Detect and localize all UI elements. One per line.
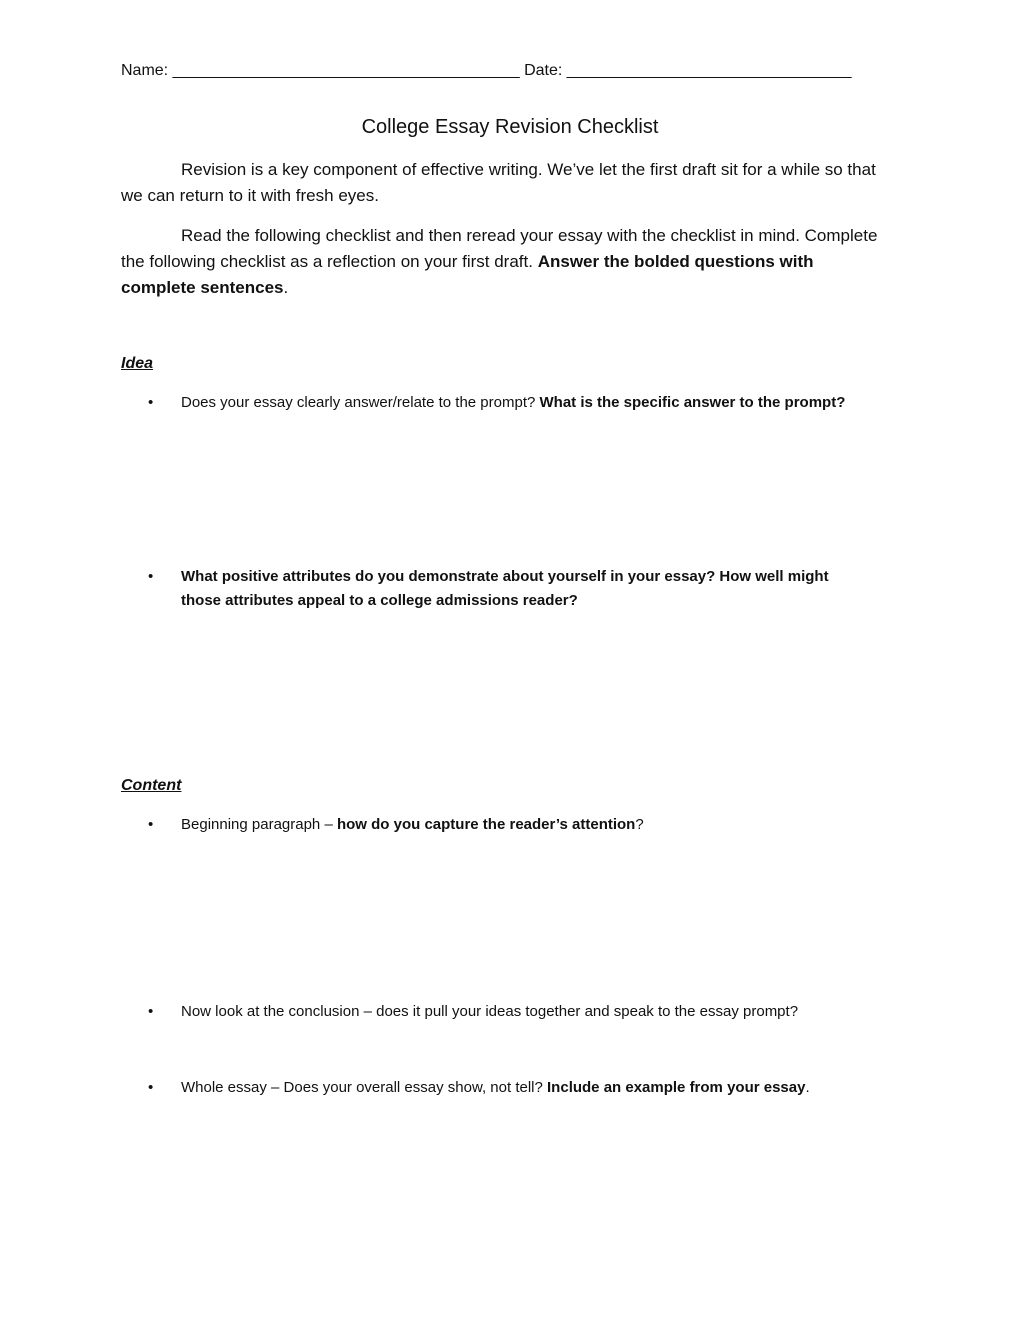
- intro-p2-end: .: [283, 278, 289, 297]
- section-heading-idea: Idea: [121, 355, 154, 372]
- checklist-item-text: [181, 813, 868, 837]
- item-bold: how do you capture the reader’s attention: [336, 816, 636, 833]
- item-end: ?: [635, 816, 644, 833]
- intro-paragraph-2: [121, 223, 891, 301]
- intro-p2-text: Read the following checklist and then reread your essay with the checklist in mind. Complete the following checklist as a reflection on your first draft.: [121, 226, 878, 271]
- checklist-item: [148, 391, 868, 415]
- item-bold: What positive attributes do you demonstrate about yourself in your essay? How well might those attributes appeal to a college admissions reader?: [181, 568, 829, 609]
- item-plain: Beginning paragraph –: [181, 816, 337, 833]
- header-line: [121, 62, 852, 80]
- date-blank: ________________________________: [566, 62, 852, 79]
- section-heading-content: Content: [121, 777, 182, 794]
- checklist-item: [148, 565, 868, 613]
- checklist-item-text: [181, 1076, 868, 1100]
- checklist-item: [148, 1076, 868, 1100]
- checklist-item-text: [181, 565, 868, 613]
- page-title: College Essay Revision Checklist: [361, 116, 659, 138]
- bullet-icon: •: [148, 816, 154, 833]
- bullet-icon: •: [148, 568, 154, 585]
- item-end: .: [805, 1079, 810, 1096]
- intro-p2-bold: Answer the bolded questions with complete sentences: [121, 252, 814, 297]
- bullet-icon: •: [148, 394, 154, 411]
- name-label: Name:: [121, 62, 169, 79]
- item-plain: Does your essay clearly answer/relate to the prompt?: [181, 394, 540, 411]
- bullet-icon: •: [148, 1003, 154, 1020]
- checklist-item-text: [181, 1000, 868, 1024]
- item-bold: What is the specific answer to the prompt?: [539, 394, 846, 411]
- checklist-item: [148, 813, 868, 837]
- intro-p1-text: Revision is a key component of effective writing. We’ve let the first draft sit for a while so that we can return to it with fresh eyes.: [121, 160, 876, 205]
- checklist-item: [148, 1000, 868, 1024]
- item-bold: Include an example from your essay: [547, 1079, 806, 1096]
- checklist-item-text: [181, 391, 868, 415]
- intro-paragraph-1: [121, 157, 891, 209]
- name-blank: _______________________________________: [172, 62, 520, 79]
- bullet-icon: •: [148, 1079, 154, 1096]
- item-plain: Now look at the conclusion – does it pull your ideas together and speak to the essay prompt?: [181, 1003, 799, 1020]
- item-plain: Whole essay – Does your overall essay show, not tell?: [181, 1079, 548, 1096]
- date-label: Date:: [524, 62, 563, 79]
